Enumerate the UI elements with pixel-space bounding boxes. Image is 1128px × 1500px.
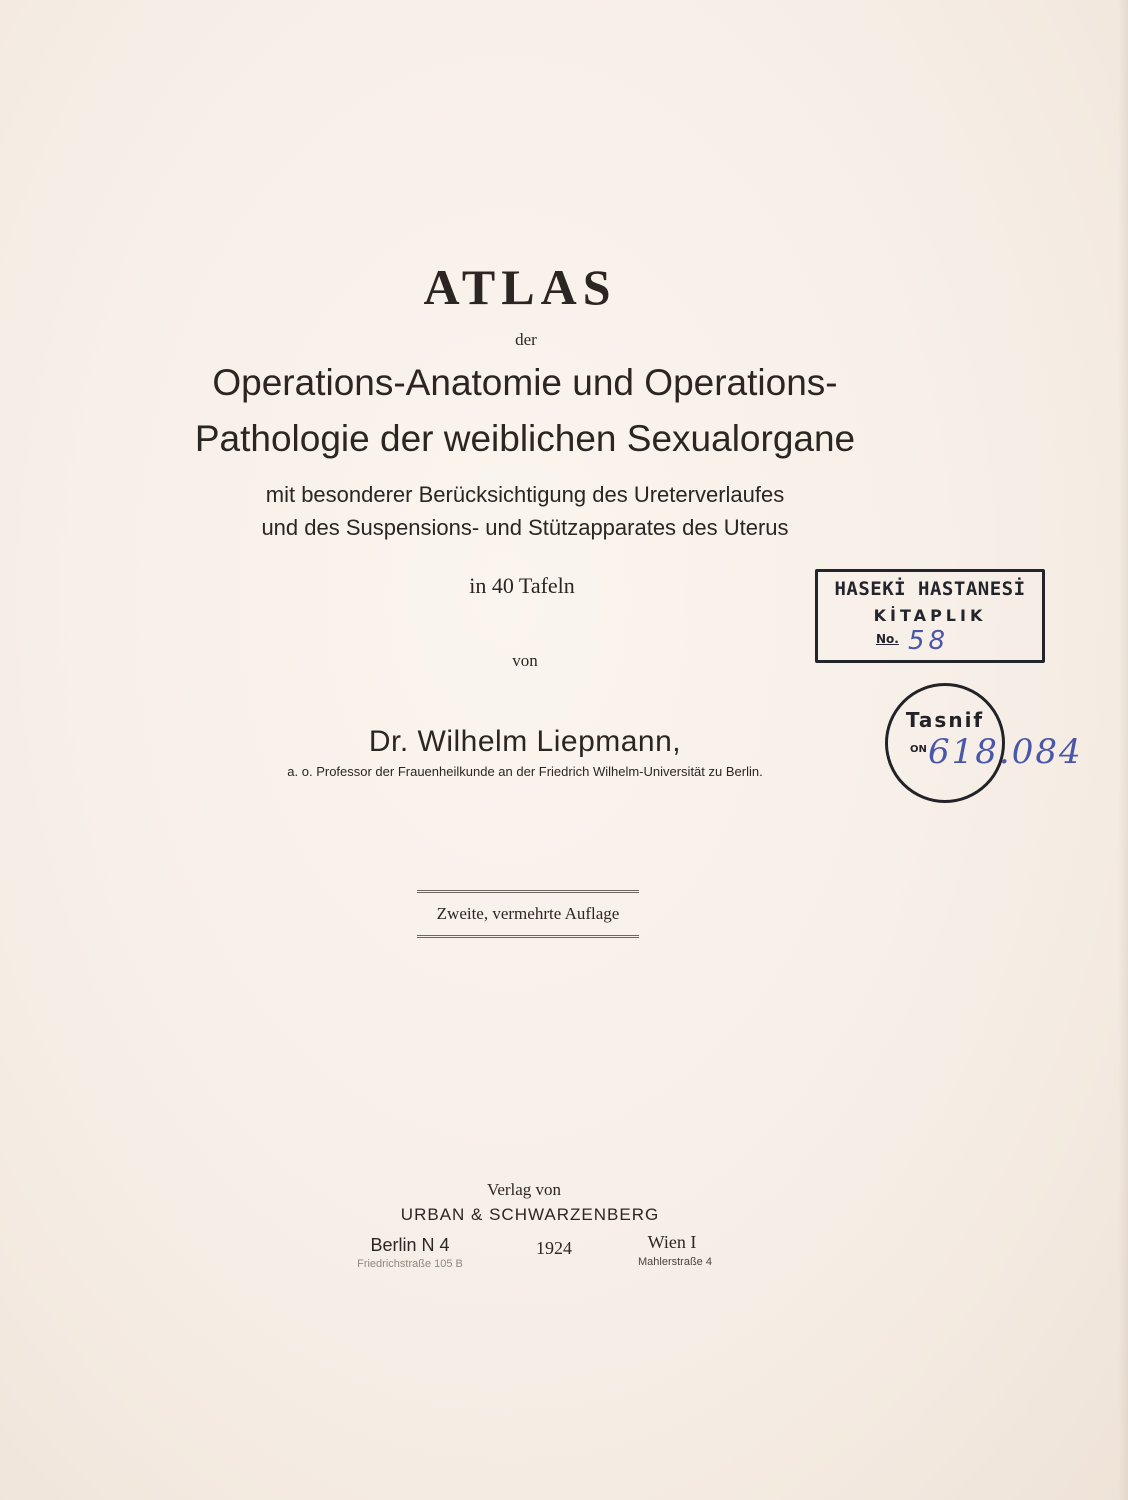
library-stamp-name: HASEKİ HASTANESİ [834,578,1026,600]
imprint-city-berlin: Berlin N 4 [370,1235,450,1255]
library-stamp-number-label: No. [876,632,899,646]
edition-box [417,890,639,938]
page-edge-shadow [1118,0,1128,1500]
subtitle-line-1: mit besonderer Berücksichtigung des Ureterverlaufes [265,482,785,507]
book-title-line-2: Pathologie der weiblichen Sexualorgane [194,418,856,459]
verlag-label: Verlag von [486,1180,562,1199]
imprint-city-wien: Wien I [647,1232,697,1252]
subtitle-line-2: und des Suspensions- und Stützapparates des Uterus [261,515,789,540]
imprint-address-wien: Mahlerstraße 4 [638,1256,712,1268]
classification-stamp-label: Tasnif [905,708,985,732]
title-connector: der [515,330,537,349]
library-stamp [815,569,1045,663]
book-title-line-1: Operations-Anatomie und Operations- [212,362,838,403]
classification-number: 618.084 [928,732,1083,772]
library-stamp-number: 58 [908,626,950,656]
classification-stamp-on: ON [910,744,927,755]
book-title-atlas: ATLAS [423,259,617,315]
edition-label: Zweite, vermehrte Auflage [436,904,620,923]
library-stamp-subtitle: KİTAPLIK [873,606,987,625]
publication-year: 1924 [536,1238,572,1258]
publisher-name: URBAN & SCHWARZENBERG [400,1205,660,1224]
by-label: von [512,651,538,670]
author-name: Dr. Wilhelm Liepmann, [368,725,682,758]
imprint-address-berlin: Friedrichstraße 105 B [357,1258,463,1270]
author-position: a. o. Professor der Frauenheilkunde an der Friedrich Wilhelm-Universität zu Berlin. [287,764,763,779]
plates-count: in 40 Tafeln [469,573,575,598]
